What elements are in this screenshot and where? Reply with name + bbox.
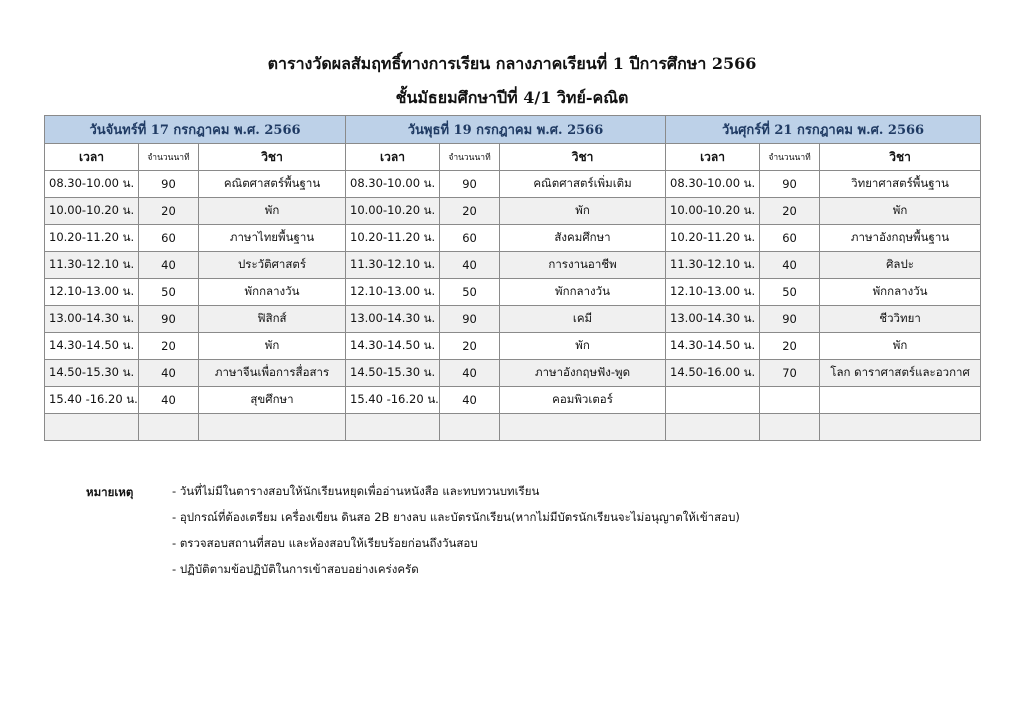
table-row: [45, 198, 981, 225]
time-cell: 15.40 -16.20 น.: [45, 387, 139, 414]
time-cell: [666, 387, 760, 414]
duration-cell: 90: [760, 171, 820, 198]
duration-cell: 20: [440, 333, 500, 360]
duration-cell: 90: [139, 306, 199, 333]
subject-cell: สังคมศึกษา: [500, 225, 666, 252]
duration-cell: 40: [139, 360, 199, 387]
subject-cell: สุขศึกษา: [199, 387, 346, 414]
time-cell: 14.50-15.30 น.: [45, 360, 139, 387]
notes-label: หมายเหตุ: [86, 485, 134, 499]
column-header-duration: จำนวนนาที: [440, 144, 500, 171]
day-header-wednesday: วันพุธที่ 19 กรกฎาคม พ.ศ. 2566: [346, 116, 666, 144]
time-cell: 10.00-10.20 น.: [45, 198, 139, 225]
subject-cell: [820, 414, 981, 441]
column-header-subject: วิชา: [820, 144, 981, 171]
column-header-subject: วิชา: [199, 144, 346, 171]
time-cell: 11.30-12.10 น.: [666, 252, 760, 279]
table-row: [45, 225, 981, 252]
subject-cell: [820, 387, 981, 414]
time-cell: 13.00-14.30 น.: [666, 306, 760, 333]
time-cell: 15.40 -16.20 น.: [346, 387, 440, 414]
time-cell: [45, 414, 139, 441]
duration-cell: [760, 414, 820, 441]
table-row: [45, 333, 981, 360]
duration-cell: 90: [139, 171, 199, 198]
day-header-friday: วันศุกร์ที่ 21 กรกฎาคม พ.ศ. 2566: [666, 116, 981, 144]
subject-cell: ภาษาอังกฤษฟัง-พูด: [500, 360, 666, 387]
duration-cell: 50: [139, 279, 199, 306]
table-row: [45, 387, 981, 414]
document-subtitle: ชั้นมัธยมศึกษาปีที่ 4/1 วิทย์-คณิต: [395, 88, 629, 107]
time-cell: 11.30-12.10 น.: [45, 252, 139, 279]
time-cell: 10.00-10.20 น.: [666, 198, 760, 225]
duration-cell: 90: [440, 306, 500, 333]
table-row: [45, 306, 981, 333]
time-cell: 11.30-12.10 น.: [346, 252, 440, 279]
table-row: [45, 414, 981, 441]
subject-cell: ภาษาอังกฤษพื้นฐาน: [820, 225, 981, 252]
duration-cell: 90: [440, 171, 500, 198]
exam-schedule-table: [44, 115, 981, 441]
note-item: - ตรวจสอบสถานที่สอบ และห้องสอบให้เรียบร้อยก่อนถึงวันสอบ: [172, 536, 972, 562]
subject-cell: ชีววิทยา: [820, 306, 981, 333]
time-cell: 12.10-13.00 น.: [45, 279, 139, 306]
duration-cell: 90: [760, 306, 820, 333]
duration-cell: 60: [440, 225, 500, 252]
time-cell: 08.30-10.00 น.: [45, 171, 139, 198]
duration-cell: 40: [139, 387, 199, 414]
duration-cell: 20: [139, 198, 199, 225]
table-row: [45, 360, 981, 387]
duration-cell: [760, 387, 820, 414]
subject-cell: พักกลางวัน: [199, 279, 346, 306]
subject-cell: การงานอาชีพ: [500, 252, 666, 279]
subject-cell: เคมี: [500, 306, 666, 333]
subject-cell: พักกลางวัน: [820, 279, 981, 306]
subject-cell: คณิตศาสตร์พื้นฐาน: [199, 171, 346, 198]
table-row: [45, 252, 981, 279]
subject-cell: ประวัติศาสตร์: [199, 252, 346, 279]
time-cell: 10.20-11.20 น.: [666, 225, 760, 252]
duration-cell: [440, 414, 500, 441]
subject-cell: พัก: [820, 333, 981, 360]
duration-cell: 60: [760, 225, 820, 252]
time-cell: 10.00-10.20 น.: [346, 198, 440, 225]
duration-cell: 40: [440, 387, 500, 414]
time-cell: 12.10-13.00 น.: [666, 279, 760, 306]
duration-cell: 50: [440, 279, 500, 306]
subject-cell: วิทยาศาสตร์พื้นฐาน: [820, 171, 981, 198]
time-cell: 12.10-13.00 น.: [346, 279, 440, 306]
subject-cell: พัก: [500, 333, 666, 360]
time-cell: 14.30-14.50 น.: [45, 333, 139, 360]
time-cell: 13.00-14.30 น.: [45, 306, 139, 333]
column-header-time: เวลา: [666, 144, 760, 171]
column-header-duration: จำนวนนาที: [139, 144, 199, 171]
day-header-monday: วันจันทร์ที่ 17 กรกฎาคม พ.ศ. 2566: [45, 116, 346, 144]
duration-cell: 20: [760, 198, 820, 225]
time-cell: 14.30-14.50 น.: [666, 333, 760, 360]
column-header-duration: จำนวนนาที: [760, 144, 820, 171]
duration-cell: [139, 414, 199, 441]
column-header-subject: วิชา: [500, 144, 666, 171]
column-header-time: เวลา: [45, 144, 139, 171]
time-cell: 10.20-11.20 น.: [346, 225, 440, 252]
table-row: [45, 279, 981, 306]
subject-cell: พัก: [500, 198, 666, 225]
subject-cell: ศิลปะ: [820, 252, 981, 279]
column-header-time: เวลา: [346, 144, 440, 171]
duration-cell: 20: [139, 333, 199, 360]
duration-cell: 60: [139, 225, 199, 252]
time-cell: 08.30-10.00 น.: [666, 171, 760, 198]
note-item: - ปฏิบัติตามข้อปฏิบัติในการเข้าสอบอย่างเคร่งครัด: [172, 562, 972, 588]
time-cell: 08.30-10.00 น.: [346, 171, 440, 198]
notes-list: [172, 484, 972, 588]
time-cell: 13.00-14.30 น.: [346, 306, 440, 333]
duration-cell: 20: [760, 333, 820, 360]
subject-cell: [500, 414, 666, 441]
note-item: - อุปกรณ์ที่ต้องเตรียม เครื่องเขียน ดินสอ 2B ยางลบ และบัตรนักเรียน(หากไม่มีบัตรนักเรียนจะไม่อนุญาตให้เข้าสอบ): [172, 510, 972, 536]
duration-cell: 20: [440, 198, 500, 225]
subject-cell: [199, 414, 346, 441]
subject-cell: พัก: [199, 198, 346, 225]
time-cell: [666, 414, 760, 441]
time-cell: 14.50-15.30 น.: [346, 360, 440, 387]
subject-cell: พักกลางวัน: [500, 279, 666, 306]
subject-cell: คณิตศาสตร์เพิ่มเติม: [500, 171, 666, 198]
table-row: [45, 171, 981, 198]
subject-cell: พัก: [199, 333, 346, 360]
document-title: ตารางวัดผลสัมฤทธิ์ทางการเรียน กลางภาคเรียนที่ 1 ปีการศึกษา 2566: [267, 54, 757, 73]
subject-cell: คอมพิวเตอร์: [500, 387, 666, 414]
subject-cell: โลก ดาราศาสตร์และอวกาศ: [820, 360, 981, 387]
duration-cell: 40: [440, 252, 500, 279]
duration-cell: 40: [440, 360, 500, 387]
duration-cell: 70: [760, 360, 820, 387]
subject-cell: พัก: [820, 198, 981, 225]
time-cell: 14.50-16.00 น.: [666, 360, 760, 387]
subject-cell: ฟิสิกส์: [199, 306, 346, 333]
time-cell: [346, 414, 440, 441]
subject-cell: ภาษาไทยพื้นฐาน: [199, 225, 346, 252]
time-cell: 10.20-11.20 น.: [45, 225, 139, 252]
time-cell: 14.30-14.50 น.: [346, 333, 440, 360]
duration-cell: 40: [139, 252, 199, 279]
duration-cell: 50: [760, 279, 820, 306]
note-item: - วันที่ไม่มีในตารางสอบให้นักเรียนหยุดเพื่ออ่านหนังสือ และทบทวนบทเรียน: [172, 484, 972, 510]
duration-cell: 40: [760, 252, 820, 279]
subject-cell: ภาษาจีนเพื่อการสื่อสาร: [199, 360, 346, 387]
